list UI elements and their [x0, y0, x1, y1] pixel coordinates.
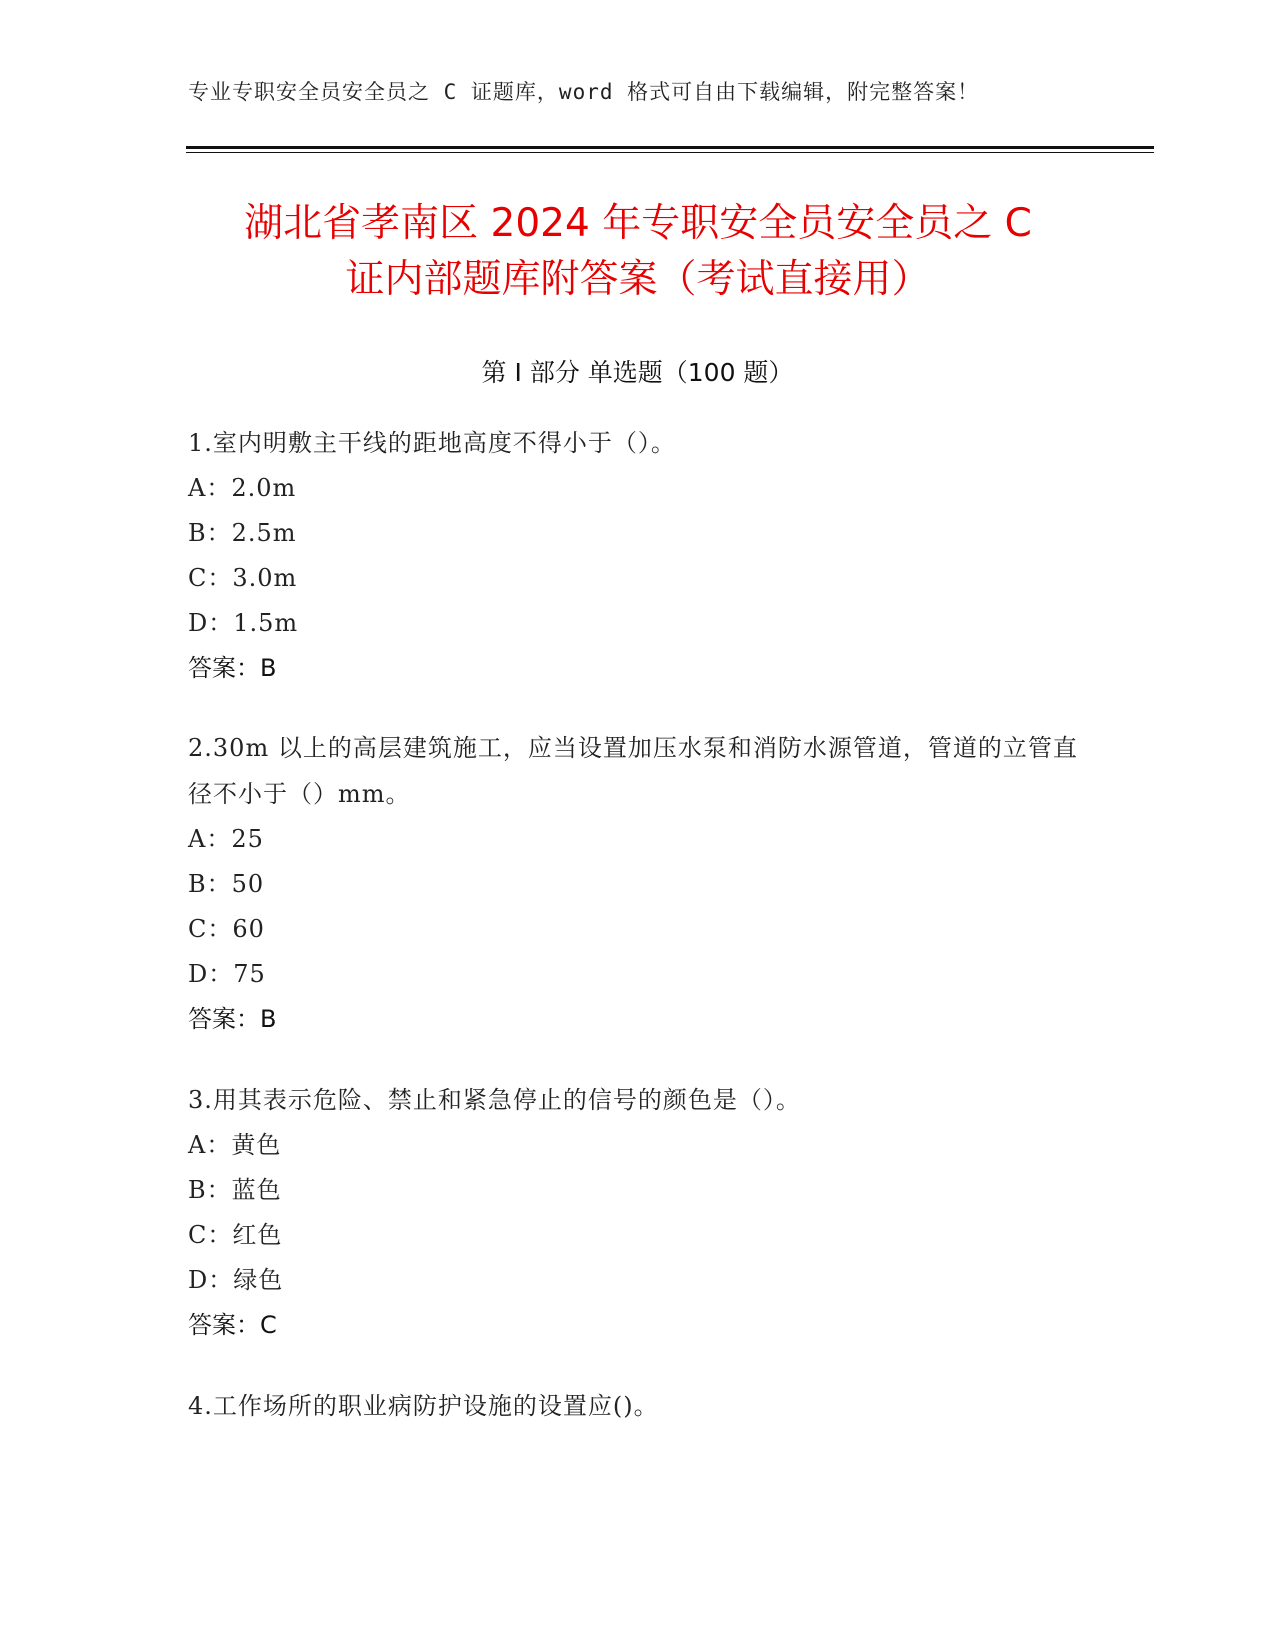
- option-d: D：绿色: [188, 1266, 284, 1294]
- option-a: A：25: [188, 825, 264, 853]
- option-b: B：蓝色: [188, 1176, 282, 1204]
- question-stem: 4.工作场所的职业病防护设施的设置应()。: [188, 1392, 659, 1420]
- question-stem: 1.室内明敷主干线的距地高度不得小于（）。: [188, 429, 676, 457]
- question-stem: 3.用其表示危险、禁止和紧急停止的信号的颜色是（）。: [188, 1086, 801, 1114]
- header-divider-thick: [186, 146, 1154, 149]
- question-3: [188, 1077, 1088, 1348]
- option-c: C：红色: [188, 1221, 283, 1249]
- document-title-line-2: 证内部题库附答案（考试直接用）: [345, 257, 931, 302]
- option-c: C：60: [188, 915, 265, 943]
- question-4: [188, 1383, 1088, 1429]
- answer-line: 答案：C: [188, 1311, 277, 1339]
- option-a: A：2.0m: [188, 474, 297, 502]
- document-title: [188, 196, 1088, 308]
- header-divider-thin: [186, 152, 1154, 153]
- option-c: C：3.0m: [188, 564, 298, 592]
- document-title-line-1: 湖北省孝南区 2024 年专职安全员安全员之 C: [244, 201, 1032, 246]
- answer-line: 答案：B: [188, 1005, 277, 1033]
- answer-line: 答案：B: [188, 654, 277, 682]
- section-heading: 第 I 部分 单选题（100 题）: [481, 358, 794, 387]
- header-note: 专业专职安全员安全员之 C 证题库，word 格式可自由下载编辑，附完整答案！: [188, 80, 980, 104]
- option-a: A：黄色: [188, 1131, 282, 1159]
- question-1: [188, 420, 1088, 691]
- question-2: [188, 725, 1088, 1042]
- question-stem: 2.30m 以上的高层建筑施工，应当设置加压水泵和消防水源管道，管道的立管直径不小于（）mm。: [188, 734, 1078, 808]
- option-b: B：50: [188, 870, 265, 898]
- option-d: D：75: [188, 960, 266, 988]
- option-d: D：1.5m: [188, 609, 299, 637]
- option-b: B：2.5m: [188, 519, 297, 547]
